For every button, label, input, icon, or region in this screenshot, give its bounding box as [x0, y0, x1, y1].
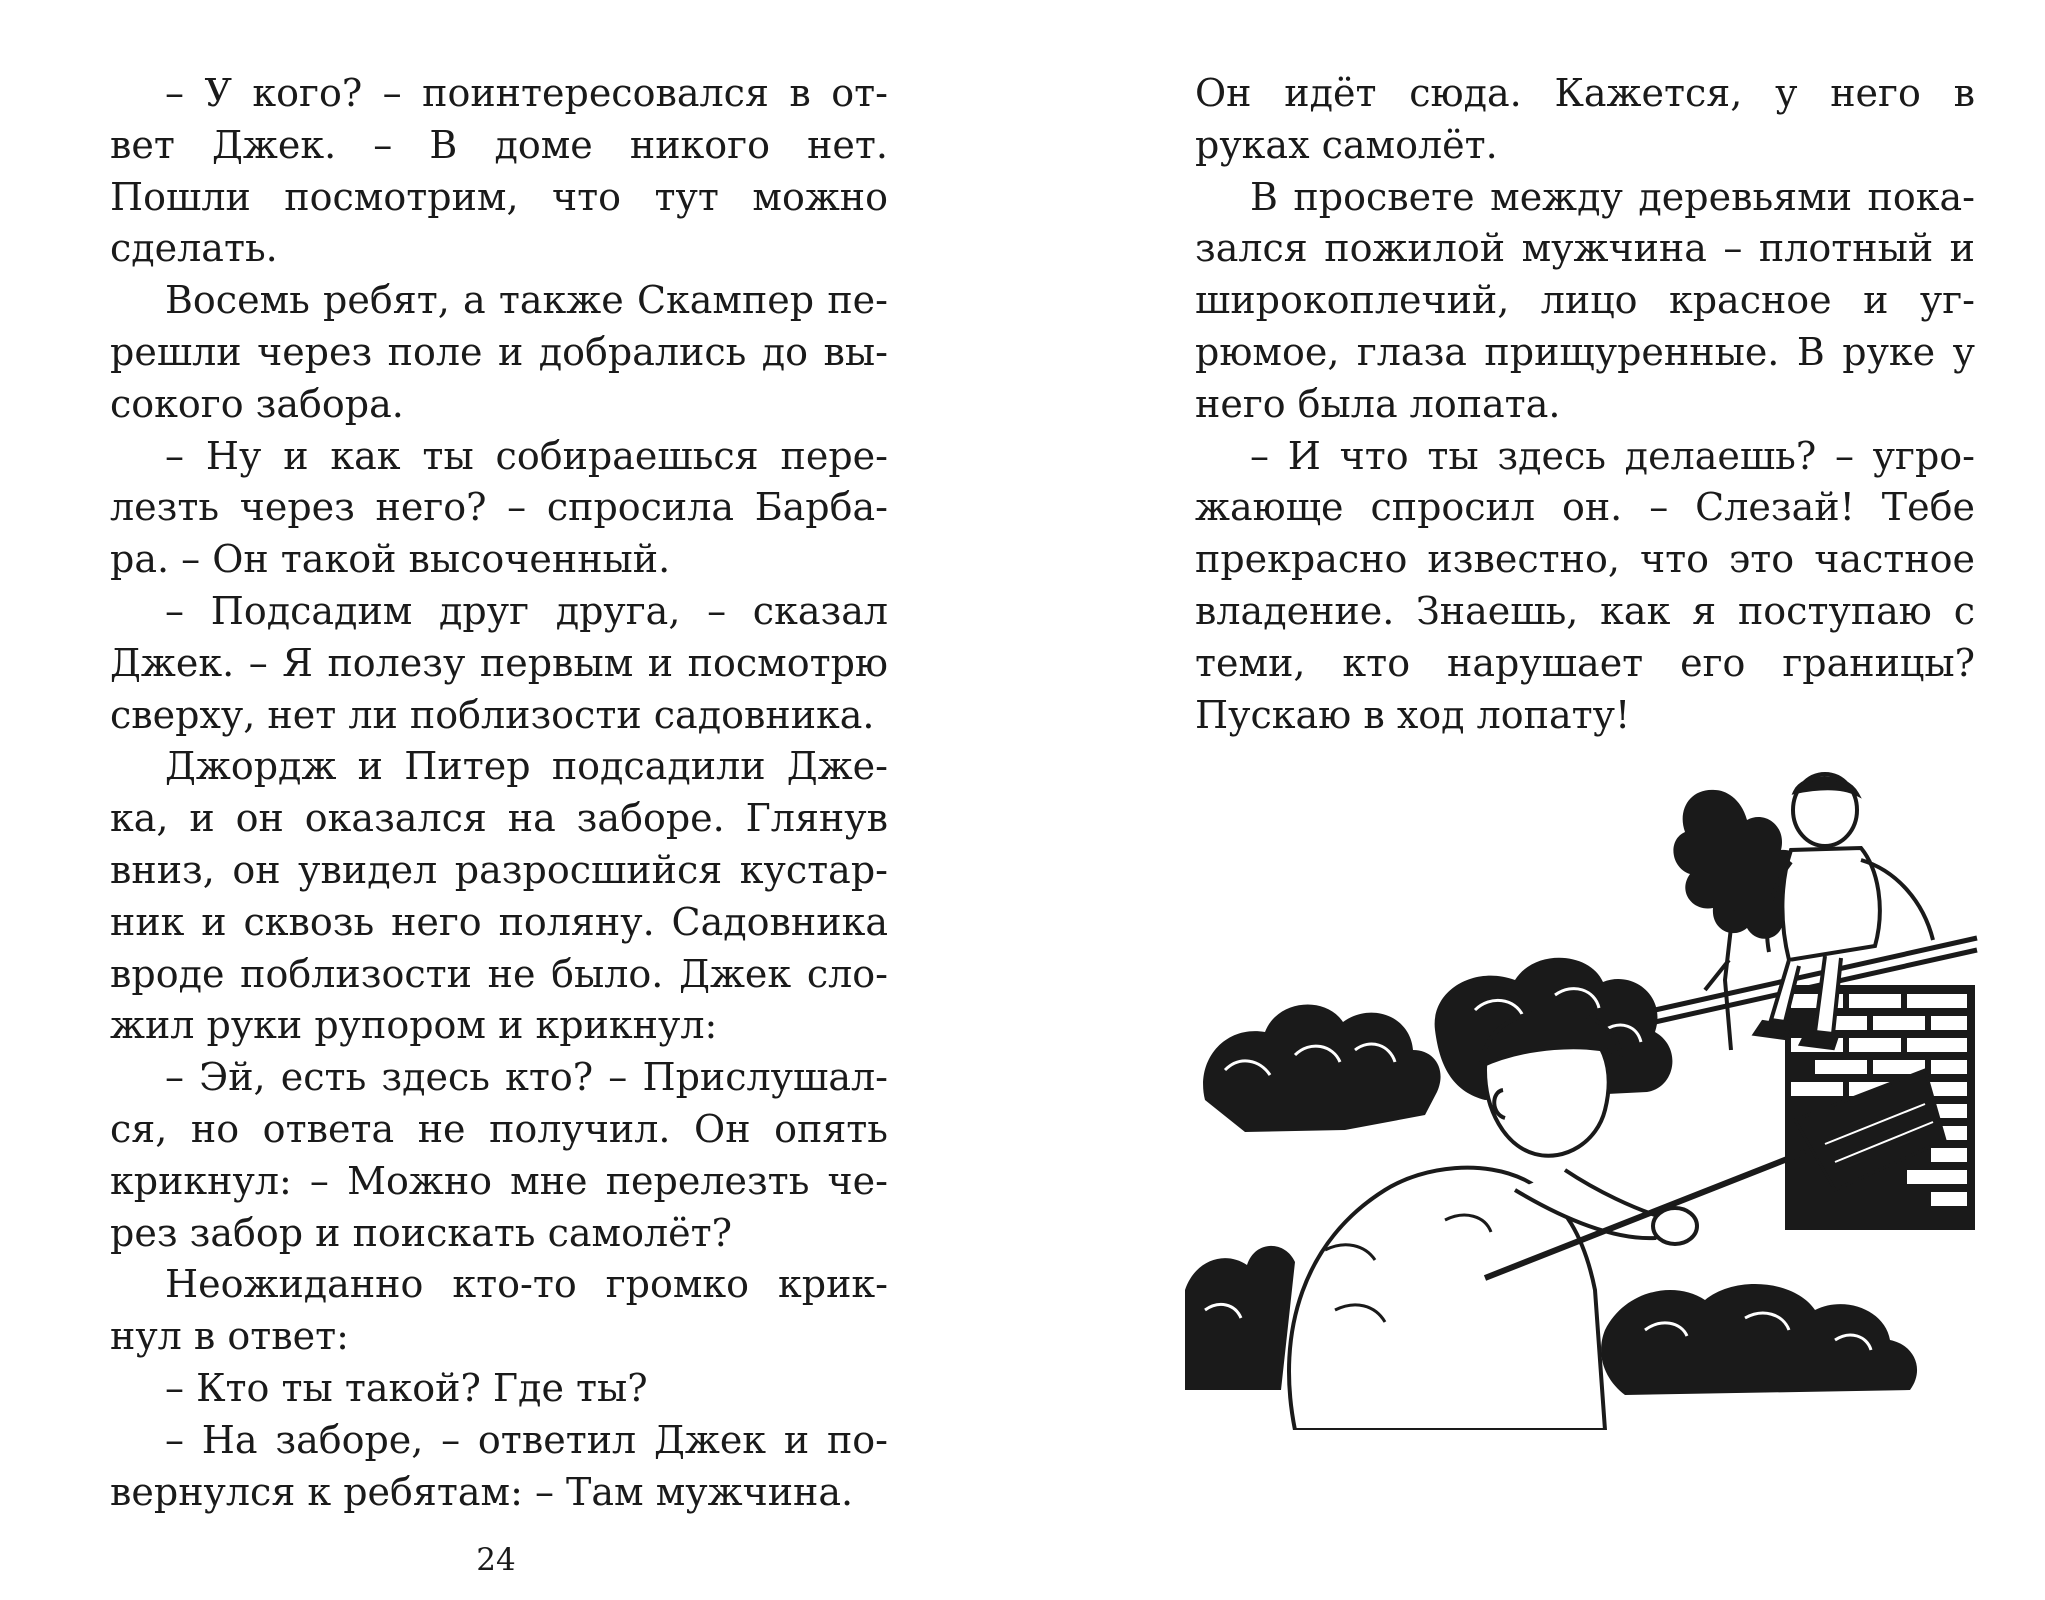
paragraph: – На заборе, – ответил Джек и повернулся к ребятам: – Там мужчина.	[110, 1417, 888, 1514]
paragraph: Неожиданно кто-то громко крикнул в ответ:	[110, 1262, 888, 1359]
paragraph: Джордж и Питер подсадили Джека, и он оказался на заборе. Глянув вниз, он увидел разросшийся кустарник и сквозь него поляну. Садовника вроде поблизости не было. Джек сложил руки рупором и крикнул:	[110, 744, 888, 1048]
tree-trunk	[1705, 910, 1733, 1050]
paragraph: – Кто ты такой? Где ты?	[165, 1365, 648, 1410]
paragraph: В просвете между деревьями показался пожилой мужчина – плотный и широкоплечий, лицо красное и угрюмое, глаза прищуренные. В руке у него была лопата.	[1195, 174, 1975, 426]
right-text-column	[1195, 68, 1975, 741]
left-page	[0, 0, 1000, 1600]
ground-foliage	[1601, 1284, 1917, 1395]
bushes-left	[1203, 1005, 1441, 1132]
paragraph: Восемь ребят, а также Скампер перешли через поле и добрались до высокого забора.	[110, 278, 888, 426]
paragraph: – Ну и как ты собираешься перелезть через него? – спросила Барбара. – Он такой высоченный.	[110, 433, 888, 582]
paragraph: – Подсадим друг друга, – сказал Джек. – Я полезу первым и посмотрю сверху, нет ли поблизости садовника.	[110, 588, 888, 737]
paragraph: Он идёт сюда. Кажется, у него в руках самолёт.	[1195, 71, 1975, 167]
left-text-column	[110, 68, 888, 1518]
paragraph: – Эй, есть здесь кто? – Прислушался, но ответа не получил. Он опять крикнул: – Можно мне перелезть через забор и поискать самолёт?	[110, 1055, 888, 1255]
paragraph: – И что ты здесь делаешь? – угрожающе спросил он. – Слезай! Тебе прекрасно известно, что это частное владение. Знаешь, как я поступаю с теми, кто нарушает его границы? Пускаю в ход лопату!	[1195, 433, 1975, 737]
page-number: 24	[476, 1542, 516, 1578]
bushes-lower-left	[1185, 1246, 1295, 1390]
illustration-gardener-and-boy-on-fence	[1185, 770, 1980, 1430]
paragraph: – У кого? – поинтересовался в ответ Джек. – В доме никого нет. Пошли посмотрим, что тут можно сделать.	[110, 71, 888, 271]
